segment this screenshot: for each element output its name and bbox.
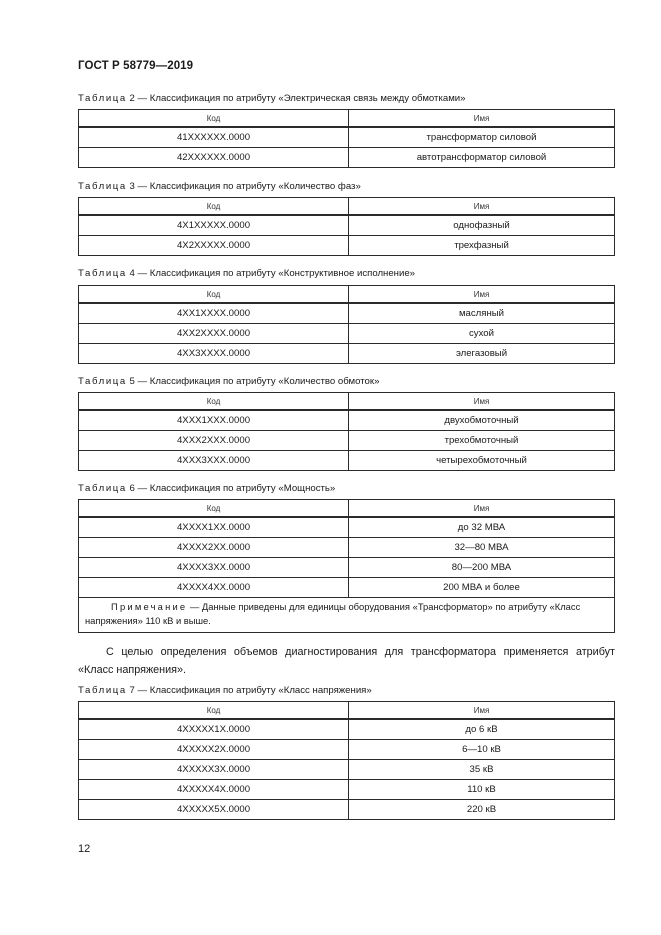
code-cell: 4XXXXX4X.0000: [79, 780, 349, 800]
column-header-code: Код: [79, 198, 349, 216]
code-cell: 4XX2XXXX.0000: [79, 324, 349, 344]
table-note-row: [79, 598, 615, 633]
code-cell: 42XXXXXX.0000: [79, 148, 349, 168]
column-header-name: Имя: [349, 702, 615, 720]
table-header-row: [79, 500, 615, 518]
table-note: [79, 598, 615, 633]
table-row: [79, 303, 615, 324]
page-number: 12: [78, 843, 91, 855]
code-cell: 4XXXXX5X.0000: [79, 800, 349, 820]
code-cell: 4XXX2XXX.0000: [79, 431, 349, 451]
table-title: 4 — Классификация по атрибуту «Конструктивное исполнение»: [129, 268, 415, 279]
table-row: [79, 558, 615, 578]
table-row: [79, 538, 615, 558]
table-row: [79, 410, 615, 431]
name-cell: трехфазный: [349, 236, 615, 256]
code-cell: 4XXXXX3X.0000: [79, 760, 349, 780]
column-header-code: Код: [79, 500, 349, 518]
table-title: 7 — Классификация по атрибуту «Класс напряжения»: [129, 685, 372, 696]
name-cell: 35 кВ: [349, 760, 615, 780]
column-header-name: Имя: [349, 198, 615, 216]
table-7-caption: [78, 685, 372, 696]
table-header-row: [79, 286, 615, 304]
table-6-caption: [78, 483, 335, 494]
name-cell: автотрансформатор силовой: [349, 148, 615, 168]
code-cell: 4XX1XXXX.0000: [79, 303, 349, 324]
name-cell: 110 кВ: [349, 780, 615, 800]
column-header-code: Код: [79, 286, 349, 304]
code-cell: 4XXXX3XX.0000: [79, 558, 349, 578]
code-cell: 41XXXXXX.0000: [79, 127, 349, 148]
table-row: [79, 127, 615, 148]
body-paragraph: С целью определения объемов диагностирования для трансформатора применяется атрибут «Класс напряжения».: [78, 646, 615, 676]
table-label: Таблица: [78, 685, 127, 696]
table-label: Таблица: [78, 376, 127, 387]
table-row: [79, 148, 615, 168]
table-label: Таблица: [78, 93, 127, 104]
code-cell: 4XXXX2XX.0000: [79, 538, 349, 558]
name-cell: элегазовый: [349, 344, 615, 364]
table-row: [79, 517, 615, 538]
column-header-name: Имя: [349, 286, 615, 304]
name-cell: четырехобмоточный: [349, 451, 615, 471]
table-4-caption: [78, 268, 415, 279]
name-cell: трехобмоточный: [349, 431, 615, 451]
table-2: [78, 109, 615, 168]
table-row: [79, 780, 615, 800]
note-label: Примечание: [111, 601, 188, 612]
name-cell: 200 МВА и более: [349, 578, 615, 598]
table-4: [78, 285, 615, 364]
name-cell: 80—200 МВА: [349, 558, 615, 578]
table-title: 5 — Классификация по атрибуту «Количество обмоток»: [129, 376, 380, 387]
column-header-code: Код: [79, 110, 349, 128]
name-cell: двухобмоточный: [349, 410, 615, 431]
table-header-row: [79, 110, 615, 128]
code-cell: 4XXX3XXX.0000: [79, 451, 349, 471]
code-cell: 4XXXXX1X.0000: [79, 719, 349, 740]
document-header: ГОСТ Р 58779—2019: [78, 60, 194, 72]
column-header-name: Имя: [349, 500, 615, 518]
name-cell: однофазный: [349, 215, 615, 236]
table-5-caption: [78, 376, 379, 387]
name-cell: трансформатор силовой: [349, 127, 615, 148]
table-3-caption: [78, 181, 361, 192]
table-label: Таблица: [78, 483, 127, 494]
table-header-row: [79, 393, 615, 411]
table-title: 2 — Классификация по атрибуту «Электрическая связь между обмотками»: [129, 93, 466, 104]
name-cell: до 6 кВ: [349, 719, 615, 740]
column-header-code: Код: [79, 393, 349, 411]
note-text: — Данные приведены для единицы оборудования «Трансформатор» по атрибуту «Класс напряжения» 110 кВ и выше.: [85, 601, 581, 626]
table-5: [78, 392, 615, 471]
name-cell: масляный: [349, 303, 615, 324]
code-cell: 4XXXX1XX.0000: [79, 517, 349, 538]
table-row: [79, 760, 615, 780]
table-row: [79, 236, 615, 256]
column-header-name: Имя: [349, 110, 615, 128]
table-row: [79, 451, 615, 471]
table-row: [79, 800, 615, 820]
table-row: [79, 324, 615, 344]
table-row: [79, 719, 615, 740]
code-cell: 4X2XXXXX.0000: [79, 236, 349, 256]
code-cell: 4X1XXXXX.0000: [79, 215, 349, 236]
name-cell: до 32 МВА: [349, 517, 615, 538]
table-title: 3 — Классификация по атрибуту «Количество фаз»: [129, 181, 361, 192]
table-title: 6 — Классификация по атрибуту «Мощность»: [129, 483, 336, 494]
code-cell: 4XXX1XXX.0000: [79, 410, 349, 431]
table-row: [79, 578, 615, 598]
table-row: [79, 215, 615, 236]
column-header-code: Код: [79, 702, 349, 720]
table-7: [78, 701, 615, 820]
table-row: [79, 431, 615, 451]
table-2-caption: [78, 93, 466, 104]
name-cell: 32—80 МВА: [349, 538, 615, 558]
table-3: [78, 197, 615, 256]
code-cell: 4XX3XXXX.0000: [79, 344, 349, 364]
table-label: Таблица: [78, 268, 127, 279]
code-cell: 4XXXXX2X.0000: [79, 740, 349, 760]
name-cell: 6—10 кВ: [349, 740, 615, 760]
code-cell: 4XXXX4XX.0000: [79, 578, 349, 598]
table-header-row: [79, 198, 615, 216]
table-row: [79, 344, 615, 364]
name-cell: 220 кВ: [349, 800, 615, 820]
table-row: [79, 740, 615, 760]
table-header-row: [79, 702, 615, 720]
name-cell: сухой: [349, 324, 615, 344]
column-header-name: Имя: [349, 393, 615, 411]
table-6: [78, 499, 615, 633]
table-label: Таблица: [78, 181, 127, 192]
